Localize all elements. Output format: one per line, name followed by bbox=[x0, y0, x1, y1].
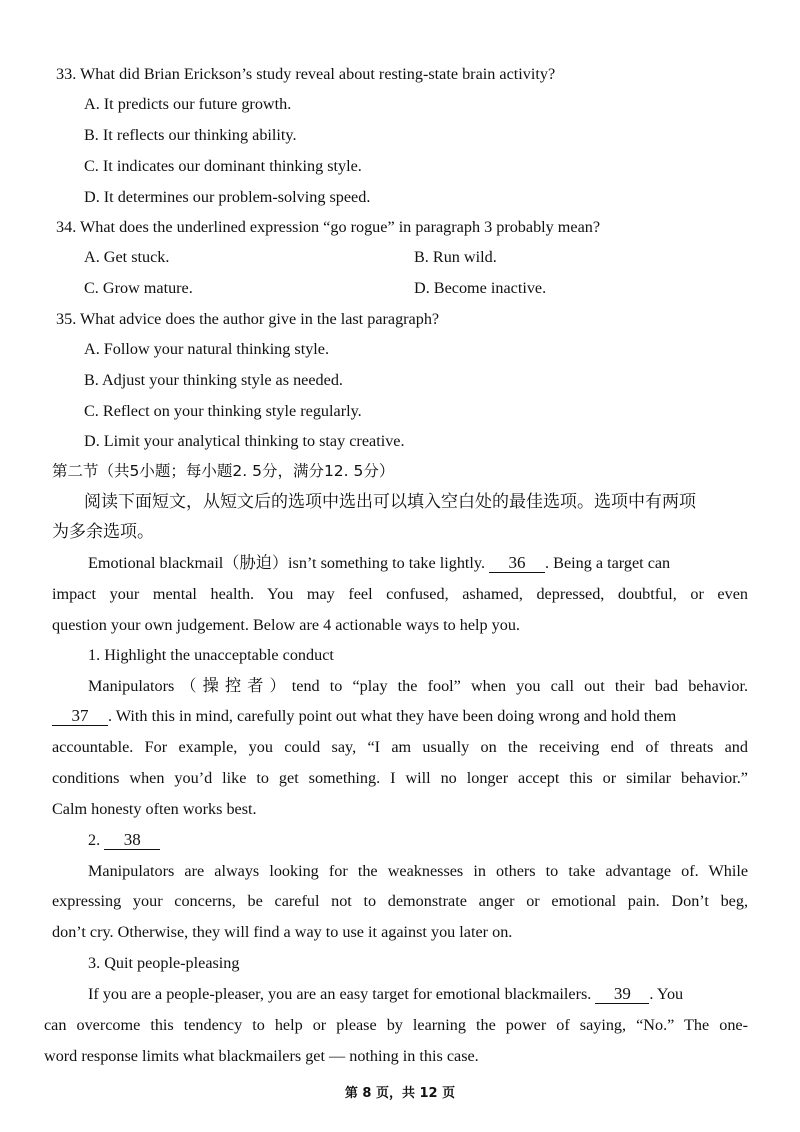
passage-p2-line-2-text: . With this in mind, carefully point out what they have been doing wrong and hold them bbox=[108, 707, 677, 725]
passage-p2-line-2 bbox=[52, 705, 676, 727]
question-35-option-c: C. Reflect on your thinking style regularly. bbox=[84, 402, 362, 420]
question-34-option-c: C. Grow mature. bbox=[84, 279, 193, 297]
blank-38: 38 bbox=[104, 831, 160, 850]
heading-2 bbox=[88, 829, 160, 851]
passage-p3-line-3: don’t cry. Otherwise, they will find a way to use it against you later on. bbox=[52, 923, 513, 941]
heading-1: 1. Highlight the unacceptable conduct bbox=[88, 646, 334, 664]
passage-p3-line-1: Manipulators are always looking for the weaknesses in others to take advantage of. While bbox=[88, 862, 748, 880]
section-instruction-line-1: 阅读下面短文，从短文后的选项中选出可以填入空白处的最佳选项。选项中有两项 bbox=[84, 492, 696, 512]
question-35-option-d: D. Limit your analytical thinking to stay creative. bbox=[84, 432, 405, 450]
question-34-option-a: A. Get stuck. bbox=[84, 248, 170, 266]
heading-2-number: 2. bbox=[88, 831, 101, 849]
question-33-option-a: A. It predicts our future growth. bbox=[84, 95, 292, 113]
passage-p1-line-2: impact your mental health. You may feel confused, ashamed, depressed, doubtful, or even bbox=[52, 585, 748, 603]
section-header: 第二节（共5小题；每小题2. 5分，满分12. 5分） bbox=[52, 462, 395, 480]
question-34-option-d: D. Become inactive. bbox=[414, 279, 547, 297]
question-35-option-a: A. Follow your natural thinking style. bbox=[84, 340, 330, 358]
question-35-option-b: B. Adjust your thinking style as needed. bbox=[84, 371, 343, 389]
passage-p1-text-a: Emotional blackmail（胁迫）isn’t something to take lightly. bbox=[88, 554, 485, 572]
passage-p2-line-3: accountable. For example, you could say, “I am usually on the receiving end of threats and bbox=[52, 738, 748, 756]
question-33-option-c: C. It indicates our dominant thinking style. bbox=[84, 157, 362, 175]
blank-36: 36 bbox=[489, 554, 545, 573]
heading-3: 3. Quit people-pleasing bbox=[88, 954, 240, 972]
passage-p2-line-5: Calm honesty often works best. bbox=[52, 800, 257, 818]
passage-p4-text-a: If you are a people-pleaser, you are an easy target for emotional blackmailers. bbox=[88, 985, 592, 1003]
passage-p4-line-2: can overcome this tendency to help or please by learning the power of saying, “No.” The one- bbox=[44, 1016, 748, 1034]
question-34-option-b: B. Run wild. bbox=[414, 248, 497, 266]
question-33-stem: 33. What did Brian Erickson’s study reveal about resting-state brain activity? bbox=[56, 65, 556, 83]
question-34-stem: 34. What does the underlined expression “go rogue” in paragraph 3 probably mean? bbox=[56, 218, 601, 236]
passage-p4-text-b: . You bbox=[649, 985, 684, 1003]
passage-p1-line-1 bbox=[88, 552, 670, 574]
question-33-option-b: B. It reflects our thinking ability. bbox=[84, 126, 297, 144]
question-33-option-d: D. It determines our problem-solving speed. bbox=[84, 188, 371, 206]
blank-39: 39 bbox=[595, 985, 649, 1004]
passage-p4-line-3: word response limits what blackmailers get — nothing in this case. bbox=[44, 1047, 479, 1065]
question-35-stem: 35. What advice does the author give in the last paragraph? bbox=[56, 310, 440, 328]
passage-p3-line-2: expressing your concerns, be careful not to demonstrate anger or emotional pain. Don’t beg, bbox=[52, 892, 748, 910]
passage-p1-text-b: . Being a target can bbox=[545, 554, 671, 572]
passage-p4-line-1 bbox=[88, 983, 683, 1005]
passage-p2-line-1: Manipulators（操控者）tend to “play the fool” when you call out their bad behavior. bbox=[88, 677, 748, 695]
section-instruction-line-2: 为多余选项。 bbox=[52, 522, 154, 542]
page-footer: 第 8 页，共 12 页 bbox=[344, 1086, 456, 1101]
passage-p2-line-4: conditions when you’d like to get something. I will no longer accept this or similar behavior.” bbox=[52, 769, 748, 787]
blank-37: 37 bbox=[52, 707, 108, 726]
passage-p1-line-3: question your own judgement. Below are 4 actionable ways to help you. bbox=[52, 616, 520, 634]
